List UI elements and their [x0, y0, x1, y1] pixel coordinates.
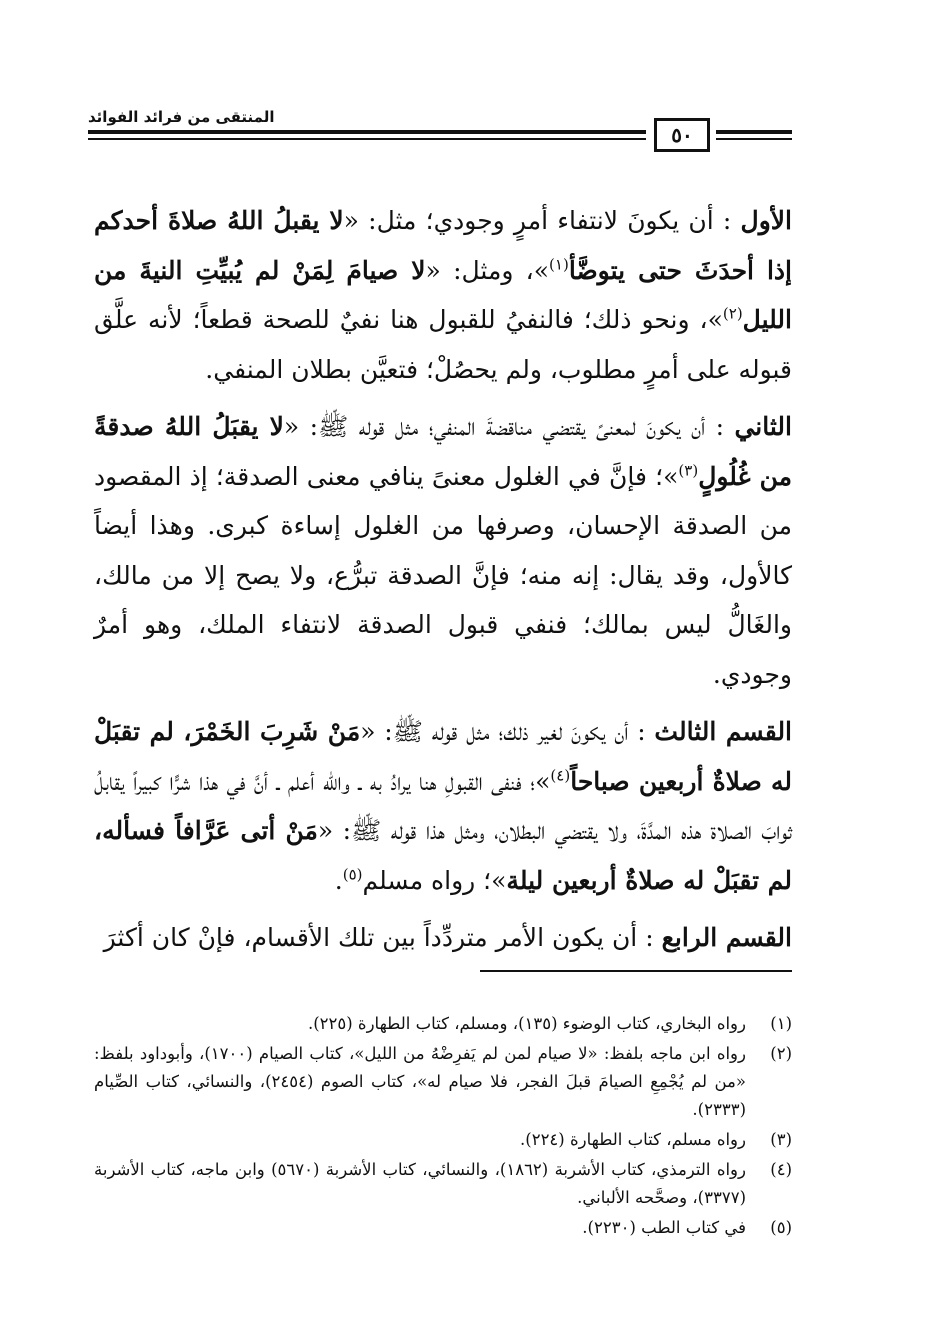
paragraph-text: : أن يكون الأمر متردِّداً بين تلك الأقسام، فإنْ كان أكثرَ [103, 923, 662, 952]
footnote-item [94, 1214, 792, 1242]
hadith-quote: مَنْ شَرِبَ الخَمْرَ، لم تقبَلْ له صلاةٌ أربعين صباحاً [94, 717, 792, 796]
footnote-ref: (٢) [722, 304, 743, 323]
paragraph-lead: الثاني [734, 412, 792, 441]
paragraph-lead: القسم الرابع [661, 923, 792, 952]
footnote-ref: (٤) [550, 766, 571, 785]
footnote-text: في كتاب الطب (٢٢٣٠). [582, 1218, 746, 1237]
footnotes [94, 1010, 792, 1244]
paragraph-second [94, 402, 792, 699]
footnote-number: (٤) [770, 1160, 792, 1179]
footnote-item [94, 1126, 792, 1154]
paragraph-text: : أن يكونَ لانتفاء أمرٍ وجودي؛ مثل: « [343, 206, 741, 235]
paragraph-text: : أن يكونَ لمعنىً يقتضي مناقضةَ المنفي؛ مثل قوله ﷺ: « [283, 412, 735, 441]
footnote-text: رواه ابن ماجه بلفظ: «لا صيام لمن لم يَفرِضْهُ من الليل»، كتاب الصيام (١٧٠٠)، وأبوداود بلفظ: «من لم يُجْمِعِ الصيامَ قبلَ الفجر، فلا صيام له»، كتاب الصوم (٢٤٥٤)، والنسائي، كتاب الصِّيام (٢٣٣٣). [94, 1044, 746, 1119]
paragraph-third [94, 707, 792, 905]
paragraph-fourth [94, 913, 792, 963]
footnote-item [94, 1040, 792, 1124]
footnote-number: (١) [770, 1014, 792, 1033]
footnote-divider [480, 970, 792, 972]
footnote-text: رواه البخاري، كتاب الوضوء (١٣٥)، ومسلم، كتاب الطهارة (٢٢٥). [307, 1014, 746, 1033]
footnote-item [94, 1156, 792, 1212]
footnote-ref: (٥) [342, 865, 363, 884]
hadith-quote: مَنْ أتى عَرَّافاً فسأله، لم تقبَلْ له صلاةٌ أربعين ليلة [94, 816, 792, 895]
paragraph-first [94, 196, 792, 394]
footnote-ref: (١) [549, 255, 569, 274]
footnote-text: رواه الترمذي، كتاب الأشربة (١٨٦٢)، والنسائي، كتاب الأشربة (٥٦٧٠) وابن ماجه، كتاب الأشربة (٣٣٧٧)، وصحَّحه الألباني. [94, 1160, 746, 1207]
paragraph-lead: الأول [740, 206, 792, 235]
paragraph-text: »، ومثل: « [425, 255, 550, 285]
hadith-quote: لا يقبَلُ اللهُ صدقةً من غُلُولٍ [94, 412, 792, 491]
header-rule-left [88, 130, 646, 140]
header-rule-right [716, 130, 792, 140]
paragraph-text: . [334, 865, 343, 895]
footnote-number: (٣) [770, 1130, 792, 1149]
footnote-ref: (٣) [678, 461, 699, 480]
paragraph-text: »؛ فنفى القبولِ هنا يرادُ به ـ والله أعلم ـ أنَّ في هذا شرًّا كبيراً يقابلُ ثوابَ الصلاة هذه المدَّةَ، ولا يقتضي البطلان، ومثل هذا قوله ﷺ: « [94, 766, 792, 845]
page-number: ٥٠ [654, 118, 710, 152]
paragraph-text: »؛ فإنَّ في الغلول معنىً ينافي معنى الصدقة؛ إذ المقصود من الصدقة الإحسان، وصرفها من الغلول إساءة كبرى. وهذا أيضاً كالأول، وقد يقال: إنه منه؛ فإنَّ الصدقة تبرُّع، ولا يصح إلا من مالك، والغَالُّ ليس بمالك؛ فنفي قبول الصدقة لانتفاء الملك، وهو أمرٌ وجودي. [94, 461, 792, 689]
running-header-title: المنتقى من فرائد الفوائد [88, 108, 275, 126]
paragraph-text: »، ونحو ذلك؛ فالنفيُ للقبول هنا نفيٌ للصحة قطعاً؛ لأنه علَّق قبوله على أمرٍ مطلوب، ولم يحصُلْ؛ فتعيَّن بطلان المنفي. [94, 305, 792, 384]
paragraph-lead: القسم الثالث [654, 717, 793, 746]
footnote-number: (٥) [770, 1218, 792, 1237]
hadith-quote: لا صيامَ لِمَنْ لم يُبيِّتِ النيةَ من الليل [94, 255, 792, 334]
paragraph-text: »؛ رواه مسلم [362, 865, 507, 895]
footnote-item [94, 1010, 792, 1038]
footnote-text: رواه مسلم، كتاب الطهارة (٢٢٤). [520, 1130, 746, 1149]
footnote-number: (٢) [770, 1044, 792, 1063]
hadith-quote: لا يقبلُ اللهُ صلاةَ أحدكم إذا أحدَثَ حتى يتوضَّأ [94, 206, 792, 285]
paragraph-text: : أن يكونَ لغير ذلك؛ مثل قوله ﷺ: « [360, 717, 655, 746]
main-text [94, 196, 792, 971]
